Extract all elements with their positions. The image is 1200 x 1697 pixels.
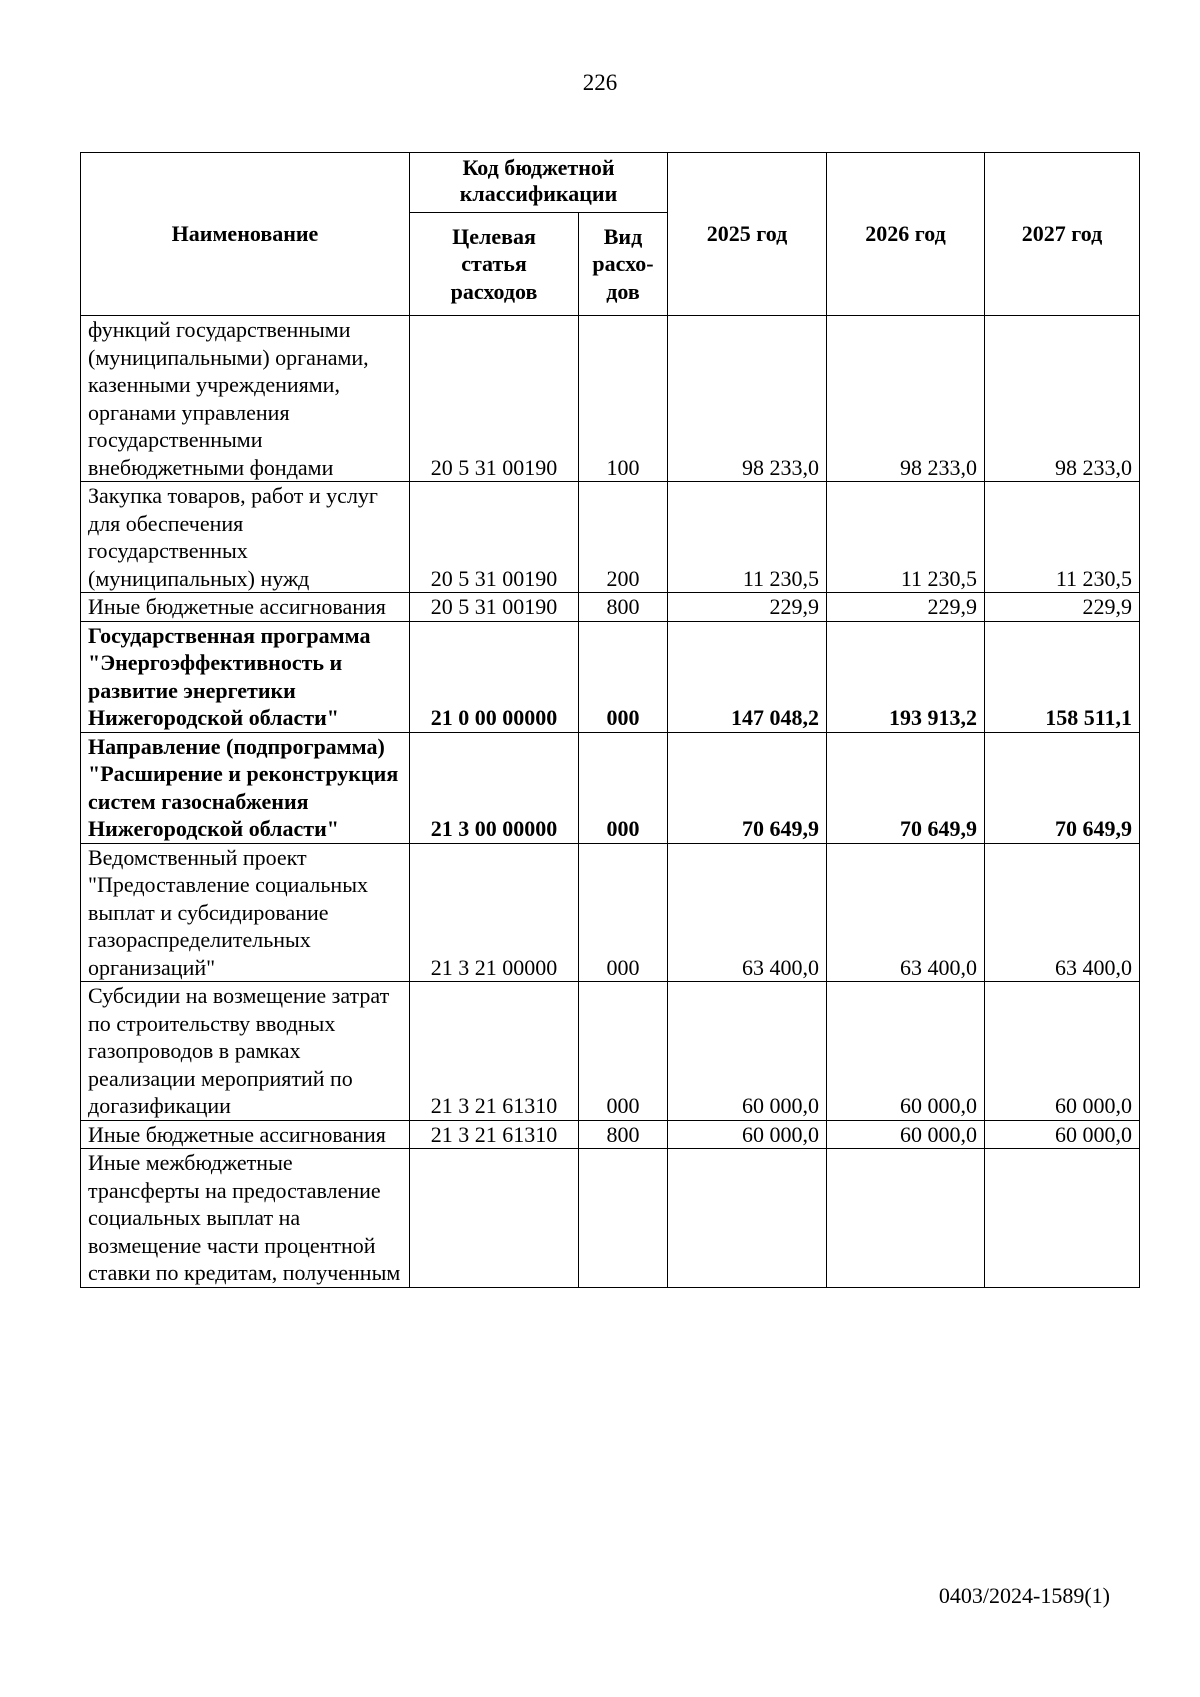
table-row bbox=[81, 593, 1140, 622]
header-year-2025: 2025 год bbox=[668, 153, 827, 316]
table-row-subprogram bbox=[81, 732, 1140, 843]
row-target-article bbox=[410, 1149, 579, 1288]
row-expense-type: 800 bbox=[579, 593, 668, 622]
row-value-2025: 229,9 bbox=[668, 593, 827, 622]
row-expense-type: 000 bbox=[579, 843, 668, 982]
row-value-2025: 11 230,5 bbox=[668, 482, 827, 593]
header-expense-type: Вид расхо-дов bbox=[579, 213, 668, 316]
header-budget-code-group: Код бюджетной классификации bbox=[410, 153, 668, 213]
row-value-2027: 60 000,0 bbox=[985, 982, 1140, 1121]
row-value-2026 bbox=[827, 1149, 985, 1288]
table-header bbox=[81, 153, 1140, 316]
page-number: 226 bbox=[582, 70, 618, 95]
table-row-program bbox=[81, 621, 1140, 732]
row-expense-type: 000 bbox=[579, 732, 668, 843]
row-value-2027 bbox=[985, 1149, 1140, 1288]
row-expense-type: 200 bbox=[579, 482, 668, 593]
row-value-2026: 229,9 bbox=[827, 593, 985, 622]
row-value-2026: 98 233,0 bbox=[827, 316, 985, 482]
row-value-2026: 193 913,2 bbox=[827, 621, 985, 732]
row-value-2027: 60 000,0 bbox=[985, 1120, 1140, 1149]
row-name: Государственная программа "Энергоэффективность и развитие энергетики Нижегородской области" bbox=[81, 621, 410, 732]
row-name: Иные межбюджетные трансферты на предоставление социальных выплат на возмещение части процентной ставки по кредитам, полученным bbox=[81, 1149, 410, 1288]
row-value-2027: 63 400,0 bbox=[985, 843, 1140, 982]
row-target-article: 21 3 21 61310 bbox=[410, 982, 579, 1121]
row-value-2027: 229,9 bbox=[985, 593, 1140, 622]
row-value-2027: 98 233,0 bbox=[985, 316, 1140, 482]
table-body bbox=[81, 316, 1140, 1288]
row-target-article: 21 3 00 00000 bbox=[410, 732, 579, 843]
row-expense-type: 000 bbox=[579, 982, 668, 1121]
row-name: функций государственными (муниципальными) органами, казенными учреждениями, органами управления государственными внебюджетными фондами bbox=[81, 316, 410, 482]
table-row bbox=[81, 482, 1140, 593]
row-value-2025: 63 400,0 bbox=[668, 843, 827, 982]
row-value-2025 bbox=[668, 1149, 827, 1288]
table-row bbox=[81, 1149, 1140, 1288]
row-expense-type: 100 bbox=[579, 316, 668, 482]
row-target-article: 20 5 31 00190 bbox=[410, 482, 579, 593]
row-name: Иные бюджетные ассигнования bbox=[81, 593, 410, 622]
header-year-2026: 2026 год bbox=[827, 153, 985, 316]
row-target-article: 20 5 31 00190 bbox=[410, 593, 579, 622]
row-value-2026: 63 400,0 bbox=[827, 843, 985, 982]
row-value-2025: 98 233,0 bbox=[668, 316, 827, 482]
row-value-2026: 60 000,0 bbox=[827, 1120, 985, 1149]
row-value-2025: 60 000,0 bbox=[668, 1120, 827, 1149]
row-value-2027: 158 511,1 bbox=[985, 621, 1140, 732]
row-name: Закупка товаров, работ и услуг для обеспечения государственных (муниципальных) нужд bbox=[81, 482, 410, 593]
table-row bbox=[81, 1120, 1140, 1149]
header-target-article: Целевая статья расходов bbox=[410, 213, 579, 316]
row-value-2025: 147 048,2 bbox=[668, 621, 827, 732]
budget-table bbox=[80, 152, 1140, 1288]
row-target-article: 21 3 21 61310 bbox=[410, 1120, 579, 1149]
row-target-article: 21 0 00 00000 bbox=[410, 621, 579, 732]
row-target-article: 21 3 21 00000 bbox=[410, 843, 579, 982]
row-expense-type bbox=[579, 1149, 668, 1288]
row-name: Направление (подпрограмма) "Расширение и реконструкция систем газоснабжения Нижегородской области" bbox=[81, 732, 410, 843]
row-name: Иные бюджетные ассигнования bbox=[81, 1120, 410, 1149]
table-row bbox=[81, 982, 1140, 1121]
table-row bbox=[81, 316, 1140, 482]
row-expense-type: 800 bbox=[579, 1120, 668, 1149]
row-value-2027: 70 649,9 bbox=[985, 732, 1140, 843]
row-value-2026: 11 230,5 bbox=[827, 482, 985, 593]
header-name: Наименование bbox=[81, 153, 410, 316]
row-name: Ведомственный проект "Предоставление социальных выплат и субсидирование газораспределительных организаций" bbox=[81, 843, 410, 982]
row-target-article: 20 5 31 00190 bbox=[410, 316, 579, 482]
row-value-2025: 60 000,0 bbox=[668, 982, 827, 1121]
row-value-2026: 70 649,9 bbox=[827, 732, 985, 843]
row-expense-type: 000 bbox=[579, 621, 668, 732]
row-name: Субсидии на возмещение затрат по строительству вводных газопроводов в рамках реализации мероприятий по догазификации bbox=[81, 982, 410, 1121]
header-year-2027: 2027 год bbox=[985, 153, 1140, 316]
document-code: 0403/2024-1589(1) bbox=[938, 1583, 1110, 1608]
row-value-2027: 11 230,5 bbox=[985, 482, 1140, 593]
row-value-2025: 70 649,9 bbox=[668, 732, 827, 843]
table-row bbox=[81, 843, 1140, 982]
row-value-2026: 60 000,0 bbox=[827, 982, 985, 1121]
